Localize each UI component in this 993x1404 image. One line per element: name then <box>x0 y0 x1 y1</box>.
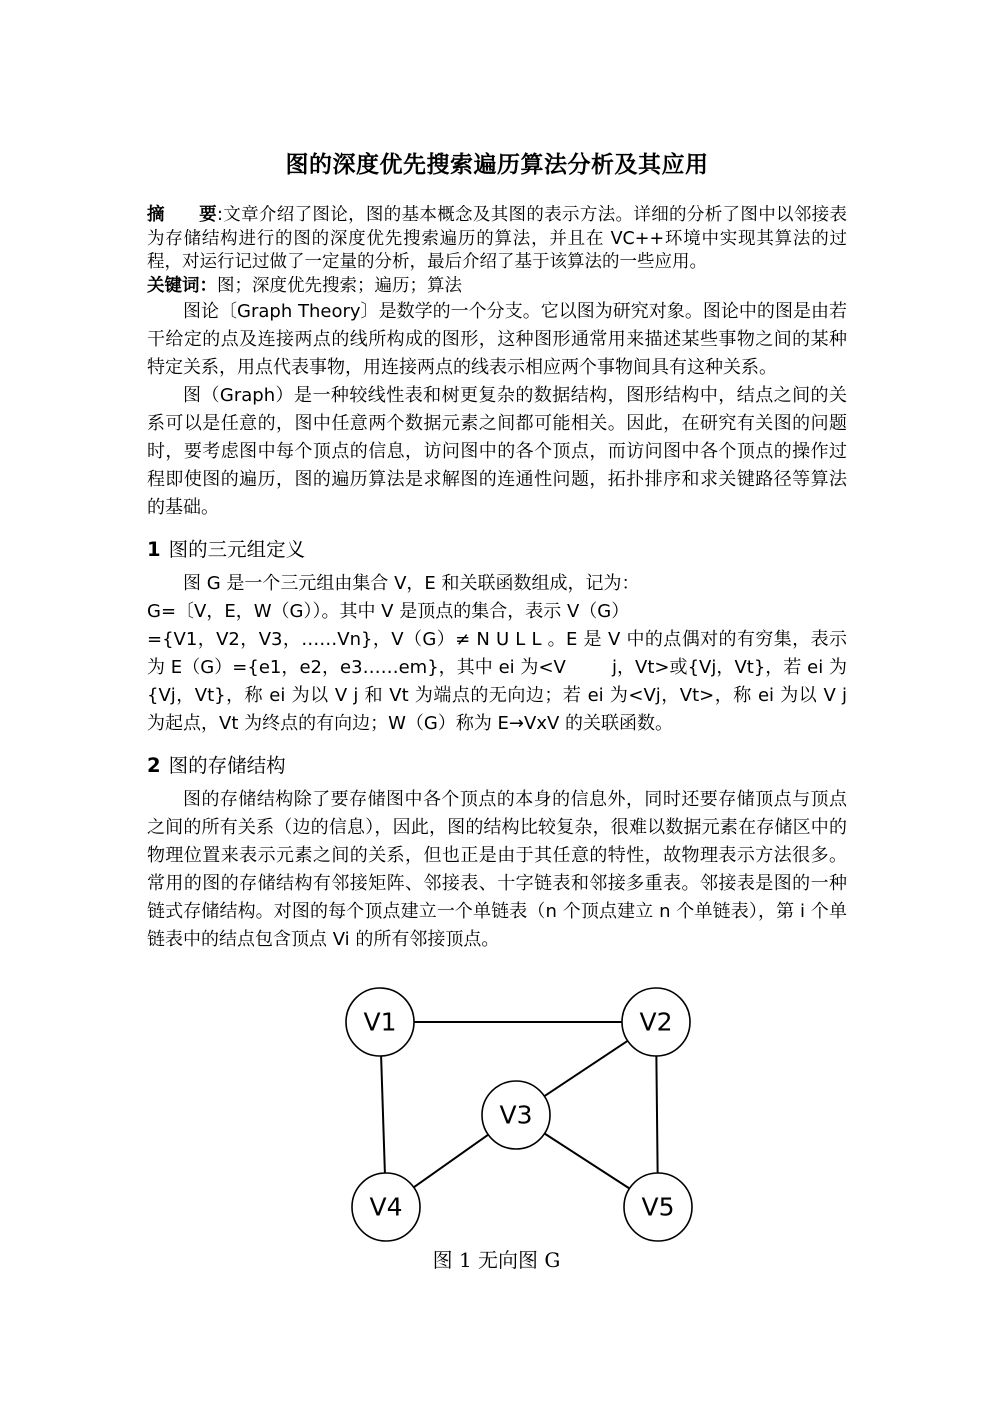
undirected-graph-svg <box>0 970 993 1245</box>
keywords-label: 关键词： <box>147 275 217 296</box>
section-heading-2 <box>147 752 847 780</box>
keywords-text: 图；深度优先搜索；遍历；算法 <box>217 275 462 296</box>
graph-edge-v3-v4 <box>414 1135 489 1188</box>
node-label-v3: V3 <box>499 1100 533 1130</box>
graph-edge-v3-v5 <box>545 1133 630 1188</box>
figure-caption: 图 1 无向图 G <box>432 1248 561 1272</box>
intro-paragraph-2: 图（Graph）是一种较线性表和树更复杂的数据结构，图形结构中，结点之间的关系可以是任意的，图中任意两个数据元素之间都可能相关。因此，在研究有关图的问题时，要考虑图中每个顶点的信息，访问图中的各个顶点，而访问图中各个顶点的操作过程即使图的遍历，图的遍历算法是求解图的连通性问题，拓扑排序和求关键路径等算法的基础。 <box>147 385 847 518</box>
section-title-2: 图的存储结构 <box>168 754 286 777</box>
graph-node-v4 <box>352 1173 420 1241</box>
intro-paragraph-1: 图论〔Graph Theory〕是数学的一个分支。它以图为研究对象。图论中的图是由若干给定的点及连接两点的线所构成的图形，这种图形通常用来描述某些事物之间的某种特定关系，用点代表事物，用连接两点的线表示相应两个事物间具有这种关系。 <box>147 301 847 378</box>
page-title: 图的深度优先搜索遍历算法分析及其应用 <box>285 151 709 178</box>
graph-node-v3 <box>482 1081 550 1149</box>
section-title-1: 图的三元组定义 <box>168 538 306 561</box>
graph-nodes <box>346 988 692 1241</box>
formula-line-2: G=〔V，E，W（G））。其中 V 是顶点的集合，表示 V（G） <box>147 601 630 622</box>
abstract-text: 文章介绍了图论，图的基本概念及其图的表示方法。详细的分析了图中以邻接表为存储结构进行的图的深度优先搜索遍历的算法，并且在 VC++环境中实现其算法的过程，对运行记过做了一定量的分析，最后介绍了基于该算法的一些应用。 <box>147 205 848 272</box>
figure-1 <box>0 970 993 1273</box>
formula-line-1: 图 G 是一个三元组由集合 V，E 和关联函数组成，记为： <box>183 573 640 594</box>
node-label-v4: V4 <box>369 1192 403 1222</box>
graph-node-v2 <box>622 988 690 1056</box>
section-number-2: 2 <box>147 754 161 777</box>
graph-edge-v2-v5 <box>656 1056 657 1173</box>
formula-line-3: ={V1，V2，V3，……Vn}，V（G）≠ N U L L 。E 是 V 中的点偶对的有穷集，表示为 E（G）={e1，e2，e3……em}，其中 ei 为<V j，Vt>或{Vj，Vt}，若 ei 为{Vj，Vt}，称 ei 为以 V j 和 Vt 为端点的无向边；若 ei 为<Vj，Vt>，称 ei 为以 V j 为起点，Vt 为终点的有向边；W（G）称为 E→VxV 的关联函数。 <box>147 629 853 734</box>
graph-edge-v1-v4 <box>381 1056 385 1173</box>
graph-diagram <box>0 970 993 1245</box>
section-number-1: 1 <box>147 538 161 561</box>
document-content <box>147 0 853 954</box>
section-1-body <box>147 570 853 738</box>
node-label-v2: V2 <box>639 1007 673 1037</box>
node-label-v5: V5 <box>641 1192 675 1222</box>
graph-edge-v2-v3 <box>544 1041 627 1096</box>
abstract-label <box>147 205 217 225</box>
graph-node-v1 <box>346 988 414 1056</box>
abstract-label-end: 要 <box>198 205 218 225</box>
abstract-label-start: 摘 <box>147 205 165 225</box>
graph-node-v5 <box>624 1173 692 1241</box>
abstract-colon: : <box>217 205 223 225</box>
keywords-line <box>147 275 847 299</box>
section-2-paragraph: 图的存储结构除了要存储图中各个顶点的本身的信息外，同时还要存储顶点与顶点之间的所有关系（边的信息），因此，图的结构比较复杂，很难以数据元素在存储区中的物理位置来表示元素之间的关系，但也正是由于其任意的特性，故物理表示方法很多。常用的图的存储结构有邻接矩阵、邻接表、十字链表和邻接多重表。邻接表是图的一种链式存储结构。对图的每个顶点建立一个单链表（n 个顶点建立 n 个单链表），第 i 个单链表中的结点包含顶点 Vi 的所有邻接顶点。 <box>147 789 847 950</box>
abstract-block <box>147 204 847 275</box>
section-heading-1 <box>147 536 847 564</box>
node-label-v1: V1 <box>363 1007 397 1037</box>
